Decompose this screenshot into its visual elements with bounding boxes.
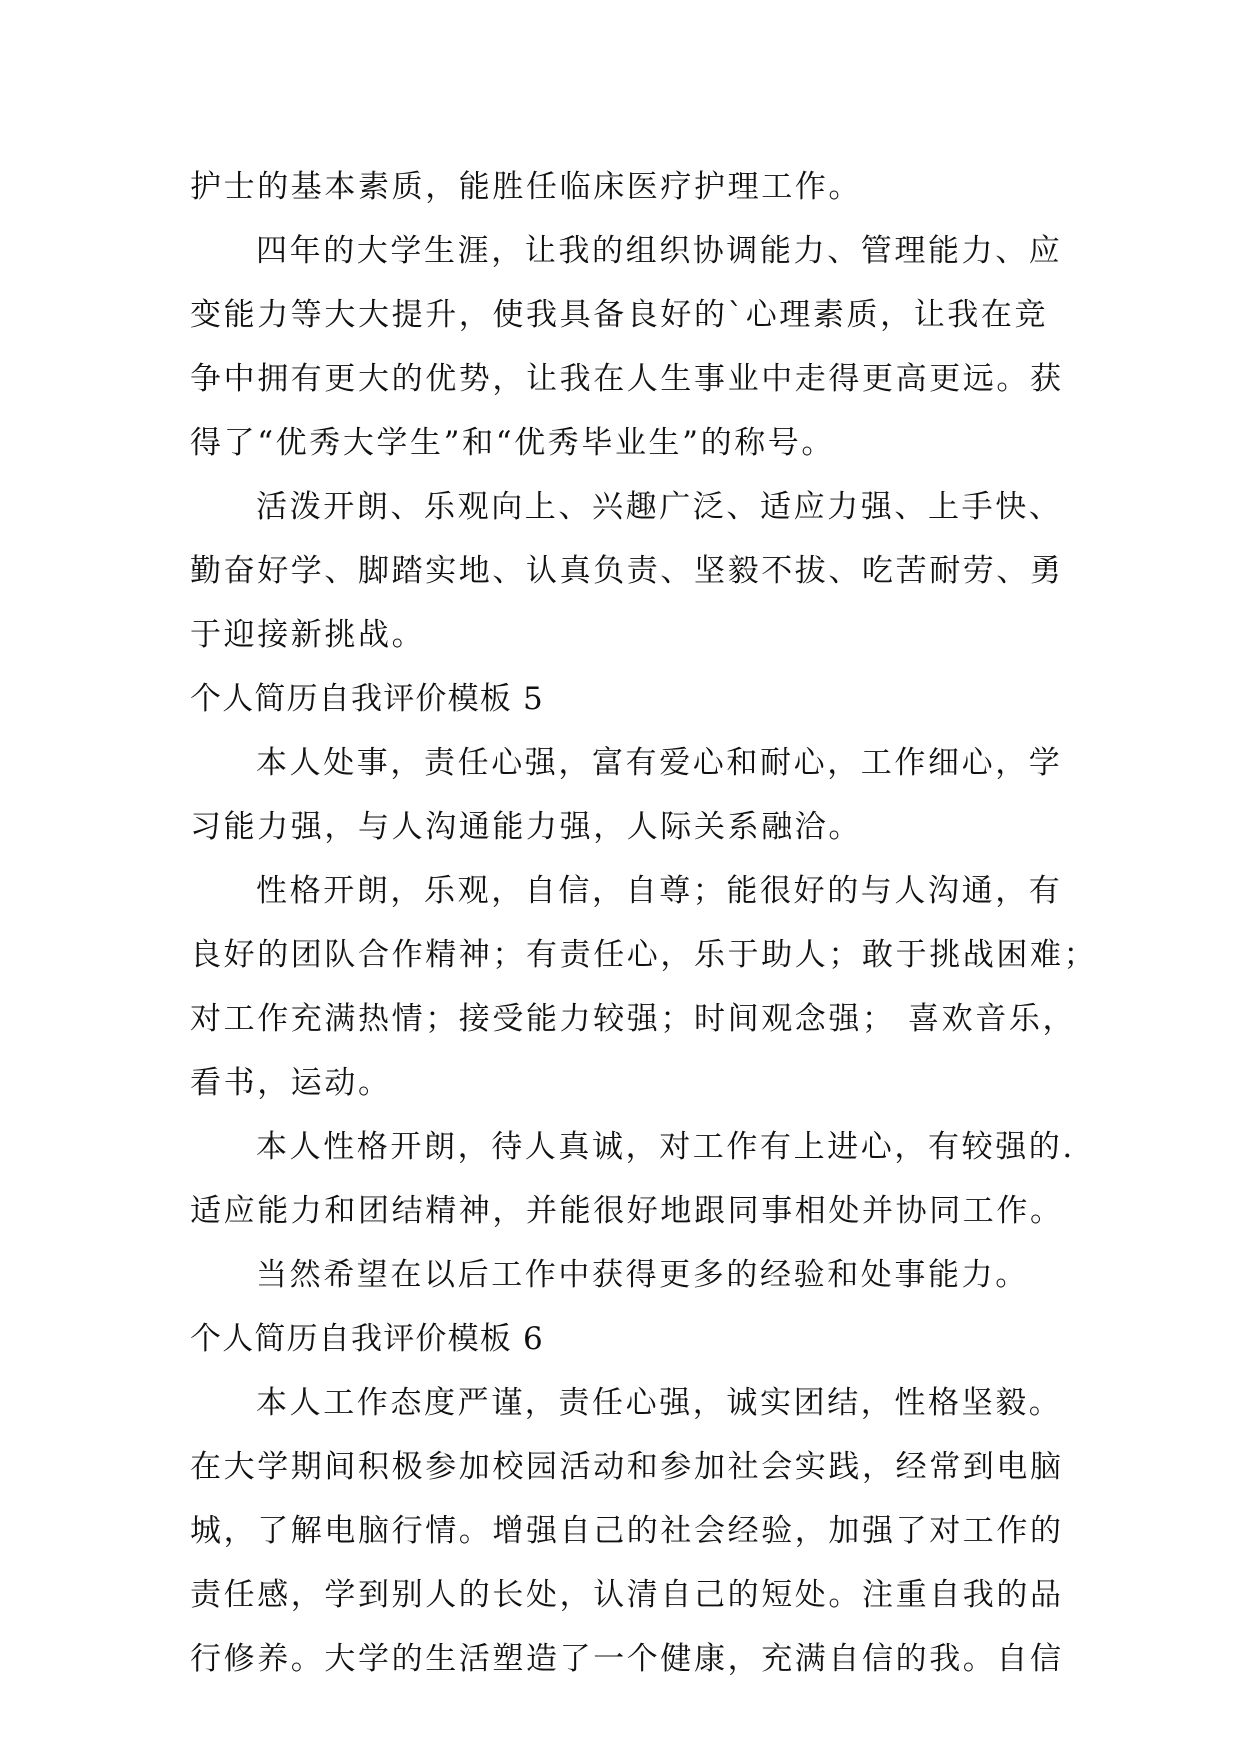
paragraph-line: 四年的大学生涯，让我的组织协调能力、管理能力、应 — [256, 233, 1063, 269]
paragraph-line: 活泼开朗、乐观向上、兴趣广泛、适应力强、上手快、 — [256, 489, 1063, 525]
paragraph-line: 城，了解电脑行情。增强自己的社会经验，加强了对工作的 — [190, 1513, 1064, 1549]
paragraph-line: 看书，运动。 — [190, 1065, 392, 1101]
paragraph-line: 争中拥有更大的优势，让我在人生事业中走得更高更远。获 — [190, 361, 1064, 397]
section-heading-template-5: 个人简历自我评价模板 5 — [190, 681, 544, 717]
paragraph-line: 良好的团队合作精神；有责任心，乐于助人；敢于挑战困难； — [190, 937, 1098, 973]
paragraph-line: 勤奋好学、脚踏实地、认真负责、坚毅不拔、吃苦耐劳、勇 — [190, 553, 1064, 589]
paragraph-line: 性格开朗，乐观，自信，自尊；能很好的与人沟通，有 — [256, 873, 1063, 909]
paragraph-line: 适应能力和团结精神，并能很好地跟同事相处并协同工作。 — [190, 1193, 1064, 1229]
paragraph-line: 当然希望在以后工作中获得更多的经验和处事能力。 — [256, 1257, 1029, 1293]
section-heading-template-6: 个人简历自我评价模板 6 — [190, 1321, 544, 1357]
paragraph-line: 对工作充满热情；接受能力较强；时间观念强； 喜欢音乐， — [190, 1001, 1077, 1037]
paragraph-line: 习能力强，与人沟通能力强，人际关系融洽。 — [190, 809, 862, 845]
paragraph-line: 本人处事，责任心强，富有爱心和耐心，工作细心，学 — [256, 745, 1063, 781]
paragraph-line: 变能力等大大提升，使我具备良好的`心理素质，让我在竞 — [190, 297, 1049, 333]
paragraph-line: 得了“优秀大学生”和“优秀毕业生”的称号。 — [190, 425, 835, 461]
paragraph-line: 于迎接新挑战。 — [190, 617, 426, 653]
document-body — [190, 155, 1098, 1691]
paragraph-line: 护士的基本素质，能胜任临床医疗护理工作。 — [190, 169, 862, 205]
paragraph-line: 本人性格开朗，待人真诚，对工作有上进心，有较强的. — [256, 1129, 1075, 1165]
paragraph-line: 责任感，学到别人的长处，认清自己的短处。注重自我的品 — [190, 1577, 1064, 1613]
paragraph-line: 本人工作态度严谨，责任心强，诚实团结，性格坚毅。 — [256, 1385, 1063, 1421]
paragraph-line: 行修养。大学的生活塑造了一个健康，充满自信的我。自信 — [190, 1641, 1064, 1677]
paragraph-line: 在大学期间积极参加校园活动和参加社会实践，经常到电脑 — [190, 1449, 1064, 1485]
